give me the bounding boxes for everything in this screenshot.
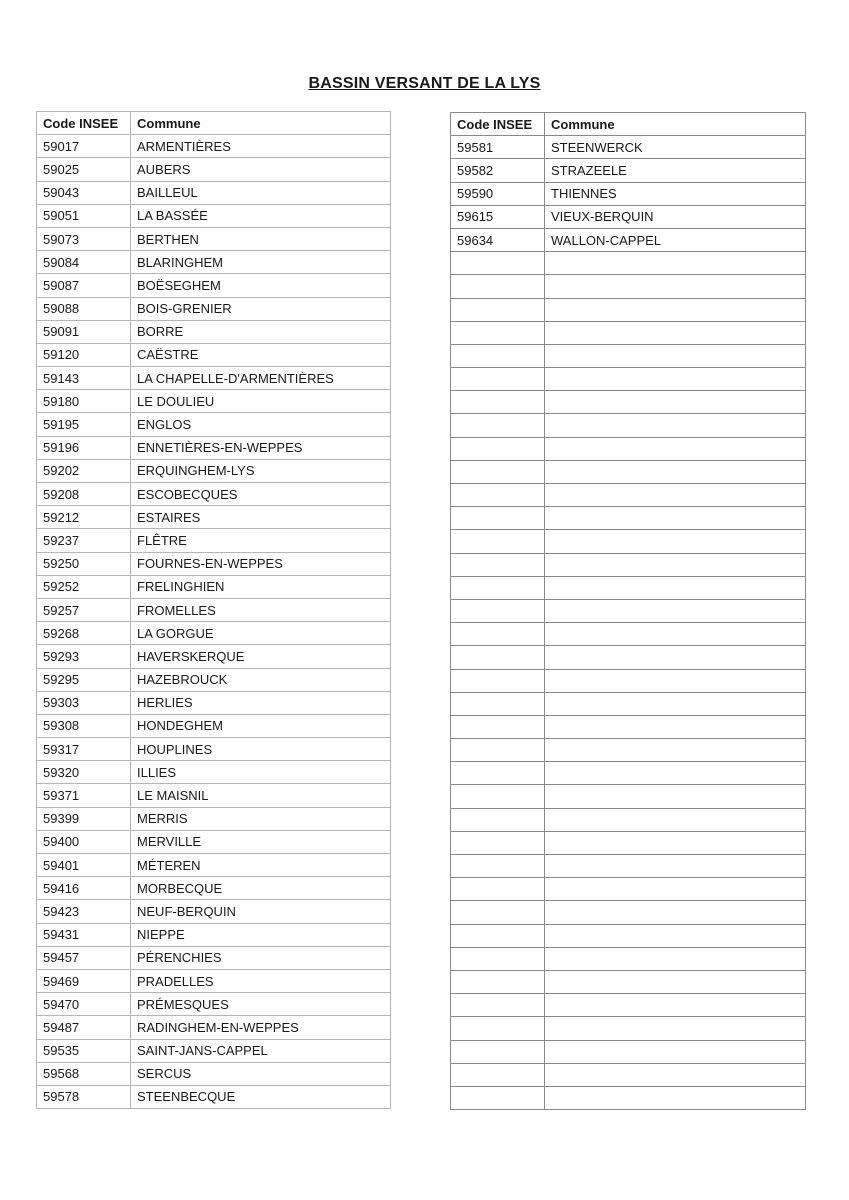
table-row bbox=[37, 1085, 391, 1108]
code-insee-cell: 59073 bbox=[37, 227, 131, 250]
commune-cell: FLÊTRE bbox=[131, 529, 391, 552]
table-row bbox=[37, 1016, 391, 1039]
commune-cell bbox=[545, 252, 806, 275]
table-row bbox=[37, 367, 391, 390]
commune-cell bbox=[545, 878, 806, 901]
table-row bbox=[37, 598, 391, 621]
code-insee-cell bbox=[451, 739, 545, 762]
table-row bbox=[451, 970, 806, 993]
table-row bbox=[451, 321, 806, 344]
code-insee-cell bbox=[451, 275, 545, 298]
commune-cell: SAINT-JANS-CAPPEL bbox=[131, 1039, 391, 1062]
commune-cell: PÉRENCHIES bbox=[131, 946, 391, 969]
commune-cell: FRELINGHIEN bbox=[131, 575, 391, 598]
code-insee-cell: 59400 bbox=[37, 830, 131, 853]
code-insee-cell: 59487 bbox=[37, 1016, 131, 1039]
table-row bbox=[451, 344, 806, 367]
commune-cell bbox=[545, 391, 806, 414]
commune-cell bbox=[545, 507, 806, 530]
table-row bbox=[451, 553, 806, 576]
code-insee-cell bbox=[451, 878, 545, 901]
table-row bbox=[451, 669, 806, 692]
commune-cell: STEENBECQUE bbox=[131, 1085, 391, 1108]
code-insee-cell: 59196 bbox=[37, 436, 131, 459]
commune-cell: HAZEBROUCK bbox=[131, 668, 391, 691]
table-row bbox=[37, 227, 391, 250]
commune-cell: ESTAIRES bbox=[131, 506, 391, 529]
code-insee-cell: 59084 bbox=[37, 251, 131, 274]
commune-cell bbox=[545, 437, 806, 460]
commune-cell: NIEPPE bbox=[131, 923, 391, 946]
commune-table-right bbox=[450, 112, 806, 1110]
commune-cell: HONDEGHEM bbox=[131, 714, 391, 737]
commune-cell bbox=[545, 692, 806, 715]
table-row bbox=[451, 298, 806, 321]
code-insee-cell bbox=[451, 368, 545, 391]
code-insee-cell bbox=[451, 669, 545, 692]
commune-cell: STRAZEELE bbox=[545, 159, 806, 182]
table-row bbox=[451, 576, 806, 599]
code-insee-cell: 59581 bbox=[451, 136, 545, 159]
commune-cell bbox=[545, 530, 806, 553]
table-row bbox=[37, 691, 391, 714]
table-row bbox=[37, 483, 391, 506]
commune-cell: ENGLOS bbox=[131, 413, 391, 436]
commune-cell bbox=[545, 368, 806, 391]
table-row bbox=[37, 459, 391, 482]
table-row bbox=[451, 855, 806, 878]
code-insee-cell bbox=[451, 762, 545, 785]
commune-cell bbox=[545, 1040, 806, 1063]
code-insee-cell: 59212 bbox=[37, 506, 131, 529]
commune-cell: BERTHEN bbox=[131, 227, 391, 250]
code-insee-cell: 59582 bbox=[451, 159, 545, 182]
code-insee-cell bbox=[451, 1040, 545, 1063]
commune-cell bbox=[545, 344, 806, 367]
commune-cell bbox=[545, 947, 806, 970]
code-insee-cell: 59091 bbox=[37, 320, 131, 343]
commune-cell bbox=[545, 970, 806, 993]
commune-cell: HAVERSKERQUE bbox=[131, 645, 391, 668]
table-row bbox=[37, 946, 391, 969]
code-insee-cell bbox=[451, 646, 545, 669]
commune-cell bbox=[545, 762, 806, 785]
column-header-code: Code INSEE bbox=[37, 112, 131, 135]
commune-cell bbox=[545, 855, 806, 878]
code-insee-cell bbox=[451, 785, 545, 808]
commune-cell bbox=[545, 298, 806, 321]
table-row bbox=[37, 830, 391, 853]
commune-cell: PRADELLES bbox=[131, 969, 391, 992]
commune-cell: BORRE bbox=[131, 320, 391, 343]
commune-cell: MERRIS bbox=[131, 807, 391, 830]
code-insee-cell: 59025 bbox=[37, 158, 131, 181]
code-insee-cell bbox=[451, 994, 545, 1017]
table-row bbox=[37, 506, 391, 529]
commune-cell: ENNETIÈRES-EN-WEPPES bbox=[131, 436, 391, 459]
code-insee-cell: 59399 bbox=[37, 807, 131, 830]
table-row bbox=[37, 251, 391, 274]
commune-cell: BOËSEGHEM bbox=[131, 274, 391, 297]
commune-cell bbox=[545, 576, 806, 599]
code-insee-cell bbox=[451, 901, 545, 924]
table-row bbox=[451, 623, 806, 646]
commune-cell: SERCUS bbox=[131, 1062, 391, 1085]
commune-cell: VIEUX-BERQUIN bbox=[545, 205, 806, 228]
code-insee-cell bbox=[451, 321, 545, 344]
code-insee-cell: 59423 bbox=[37, 900, 131, 923]
column-header-code: Code INSEE bbox=[451, 113, 545, 136]
table-row bbox=[37, 877, 391, 900]
code-insee-cell bbox=[451, 553, 545, 576]
code-insee-cell: 59469 bbox=[37, 969, 131, 992]
code-insee-cell: 59250 bbox=[37, 552, 131, 575]
code-insee-cell bbox=[451, 1017, 545, 1040]
table-row bbox=[37, 274, 391, 297]
commune-cell: LE MAISNIL bbox=[131, 784, 391, 807]
table-header-row bbox=[451, 113, 806, 136]
code-insee-cell: 59615 bbox=[451, 205, 545, 228]
table-body-right bbox=[451, 136, 806, 1110]
table-row bbox=[37, 645, 391, 668]
code-insee-cell bbox=[451, 460, 545, 483]
code-insee-cell: 59320 bbox=[37, 761, 131, 784]
page-title: BASSIN VERSANT DE LA LYS bbox=[308, 75, 541, 92]
commune-cell bbox=[545, 901, 806, 924]
code-insee-cell bbox=[451, 623, 545, 646]
commune-cell: MERVILLE bbox=[131, 830, 391, 853]
table-row bbox=[451, 646, 806, 669]
table-row bbox=[451, 1040, 806, 1063]
code-insee-cell bbox=[451, 855, 545, 878]
commune-cell: LA BASSÉE bbox=[131, 204, 391, 227]
commune-cell: ERQUINGHEM-LYS bbox=[131, 459, 391, 482]
commune-cell: ILLIES bbox=[131, 761, 391, 784]
table-row bbox=[451, 878, 806, 901]
table-row bbox=[37, 784, 391, 807]
table-row bbox=[37, 854, 391, 877]
table-row bbox=[451, 831, 806, 854]
commune-cell bbox=[545, 785, 806, 808]
table-row bbox=[37, 923, 391, 946]
commune-cell bbox=[545, 599, 806, 622]
code-insee-cell: 59317 bbox=[37, 738, 131, 761]
code-insee-cell: 59535 bbox=[37, 1039, 131, 1062]
table-row bbox=[451, 228, 806, 251]
table-row bbox=[451, 460, 806, 483]
commune-cell bbox=[545, 1086, 806, 1109]
commune-cell bbox=[545, 715, 806, 738]
table-row bbox=[451, 692, 806, 715]
table-row bbox=[37, 320, 391, 343]
table-row bbox=[37, 204, 391, 227]
table-row bbox=[451, 252, 806, 275]
commune-cell bbox=[545, 808, 806, 831]
table-row bbox=[37, 900, 391, 923]
commune-cell: NEUF-BERQUIN bbox=[131, 900, 391, 923]
table-row bbox=[451, 205, 806, 228]
table-row bbox=[451, 182, 806, 205]
table-row bbox=[37, 993, 391, 1016]
commune-cell: LA CHAPELLE-D'ARMENTIÈRES bbox=[131, 367, 391, 390]
table-row bbox=[37, 622, 391, 645]
commune-cell bbox=[545, 924, 806, 947]
table-row bbox=[451, 484, 806, 507]
code-insee-cell: 59017 bbox=[37, 135, 131, 158]
table-row bbox=[37, 413, 391, 436]
table-row bbox=[451, 808, 806, 831]
table-row bbox=[451, 994, 806, 1017]
commune-cell: BLARINGHEM bbox=[131, 251, 391, 274]
table-row bbox=[451, 1017, 806, 1040]
table-row bbox=[37, 390, 391, 413]
table-row bbox=[37, 761, 391, 784]
commune-cell: PRÉMESQUES bbox=[131, 993, 391, 1016]
table-row bbox=[37, 668, 391, 691]
code-insee-cell: 59568 bbox=[37, 1062, 131, 1085]
code-insee-cell: 59087 bbox=[37, 274, 131, 297]
commune-cell: ESCOBECQUES bbox=[131, 483, 391, 506]
code-insee-cell: 59202 bbox=[37, 459, 131, 482]
code-insee-cell: 59043 bbox=[37, 181, 131, 204]
code-insee-cell bbox=[451, 344, 545, 367]
code-insee-cell: 59143 bbox=[37, 367, 131, 390]
table-row bbox=[451, 762, 806, 785]
table-row bbox=[37, 1062, 391, 1085]
table-row bbox=[37, 181, 391, 204]
code-insee-cell: 59088 bbox=[37, 297, 131, 320]
commune-cell bbox=[545, 994, 806, 1017]
table-row bbox=[37, 343, 391, 366]
table-row bbox=[37, 552, 391, 575]
commune-cell: MÉTEREN bbox=[131, 854, 391, 877]
table-row bbox=[451, 391, 806, 414]
commune-cell: LA GORGUE bbox=[131, 622, 391, 645]
table-row bbox=[37, 529, 391, 552]
commune-cell bbox=[545, 831, 806, 854]
table-row bbox=[37, 575, 391, 598]
commune-cell bbox=[545, 414, 806, 437]
code-insee-cell: 59237 bbox=[37, 529, 131, 552]
code-insee-cell bbox=[451, 692, 545, 715]
table-row bbox=[451, 947, 806, 970]
code-insee-cell: 59051 bbox=[37, 204, 131, 227]
commune-cell: BOIS-GRENIER bbox=[131, 297, 391, 320]
commune-cell bbox=[545, 553, 806, 576]
table-body-left bbox=[37, 135, 391, 1109]
code-insee-cell: 59268 bbox=[37, 622, 131, 645]
column-header-commune: Commune bbox=[545, 113, 806, 136]
commune-table-left bbox=[36, 111, 391, 1109]
commune-cell bbox=[545, 484, 806, 507]
commune-cell: ARMENTIÈRES bbox=[131, 135, 391, 158]
code-insee-cell: 59195 bbox=[37, 413, 131, 436]
table-row bbox=[37, 714, 391, 737]
table-row bbox=[451, 1063, 806, 1086]
code-insee-cell: 59431 bbox=[37, 923, 131, 946]
table-row bbox=[451, 599, 806, 622]
table-row bbox=[37, 969, 391, 992]
commune-cell: HERLIES bbox=[131, 691, 391, 714]
table-row bbox=[451, 136, 806, 159]
code-insee-cell bbox=[451, 298, 545, 321]
code-insee-cell: 59308 bbox=[37, 714, 131, 737]
commune-cell: HOUPLINES bbox=[131, 738, 391, 761]
table-row bbox=[451, 507, 806, 530]
table-row bbox=[451, 924, 806, 947]
code-insee-cell bbox=[451, 437, 545, 460]
commune-cell bbox=[545, 623, 806, 646]
commune-cell: BAILLEUL bbox=[131, 181, 391, 204]
table-row bbox=[451, 715, 806, 738]
commune-cell: THIENNES bbox=[545, 182, 806, 205]
code-insee-cell bbox=[451, 970, 545, 993]
code-insee-cell bbox=[451, 715, 545, 738]
code-insee-cell: 59252 bbox=[37, 575, 131, 598]
code-insee-cell bbox=[451, 414, 545, 437]
table-row bbox=[37, 436, 391, 459]
table-row bbox=[37, 135, 391, 158]
code-insee-cell: 59401 bbox=[37, 854, 131, 877]
table-row bbox=[451, 159, 806, 182]
table-row bbox=[37, 738, 391, 761]
code-insee-cell: 59578 bbox=[37, 1085, 131, 1108]
table-row bbox=[451, 901, 806, 924]
commune-cell bbox=[545, 275, 806, 298]
table-row bbox=[451, 414, 806, 437]
code-insee-cell: 59371 bbox=[37, 784, 131, 807]
table-row bbox=[37, 158, 391, 181]
commune-cell: RADINGHEM-EN-WEPPES bbox=[131, 1016, 391, 1039]
table-row bbox=[451, 739, 806, 762]
commune-cell bbox=[545, 321, 806, 344]
table-row bbox=[451, 368, 806, 391]
commune-cell bbox=[545, 1017, 806, 1040]
code-insee-cell: 59293 bbox=[37, 645, 131, 668]
commune-cell: MORBECQUE bbox=[131, 877, 391, 900]
code-insee-cell bbox=[451, 484, 545, 507]
code-insee-cell bbox=[451, 1063, 545, 1086]
table-row bbox=[37, 807, 391, 830]
code-insee-cell bbox=[451, 576, 545, 599]
code-insee-cell: 59180 bbox=[37, 390, 131, 413]
code-insee-cell: 59470 bbox=[37, 993, 131, 1016]
code-insee-cell bbox=[451, 530, 545, 553]
code-insee-cell bbox=[451, 924, 545, 947]
code-insee-cell bbox=[451, 391, 545, 414]
code-insee-cell: 59257 bbox=[37, 598, 131, 621]
code-insee-cell: 59590 bbox=[451, 182, 545, 205]
code-insee-cell: 59295 bbox=[37, 668, 131, 691]
code-insee-cell: 59208 bbox=[37, 483, 131, 506]
table-row bbox=[451, 275, 806, 298]
table-row bbox=[451, 785, 806, 808]
commune-cell bbox=[545, 646, 806, 669]
code-insee-cell: 59416 bbox=[37, 877, 131, 900]
commune-cell: LE DOULIEU bbox=[131, 390, 391, 413]
code-insee-cell bbox=[451, 507, 545, 530]
code-insee-cell: 59303 bbox=[37, 691, 131, 714]
table-row bbox=[451, 437, 806, 460]
code-insee-cell: 59457 bbox=[37, 946, 131, 969]
code-insee-cell bbox=[451, 808, 545, 831]
commune-cell: FROMELLES bbox=[131, 598, 391, 621]
commune-cell: AUBERS bbox=[131, 158, 391, 181]
table-row bbox=[451, 1086, 806, 1109]
code-insee-cell bbox=[451, 1086, 545, 1109]
code-insee-cell bbox=[451, 599, 545, 622]
commune-cell: FOURNES-EN-WEPPES bbox=[131, 552, 391, 575]
commune-cell bbox=[545, 460, 806, 483]
table-row bbox=[451, 530, 806, 553]
code-insee-cell: 59634 bbox=[451, 228, 545, 251]
commune-cell: STEENWERCK bbox=[545, 136, 806, 159]
commune-cell: WALLON-CAPPEL bbox=[545, 228, 806, 251]
column-header-commune: Commune bbox=[131, 112, 391, 135]
commune-cell bbox=[545, 1063, 806, 1086]
code-insee-cell bbox=[451, 947, 545, 970]
table-header-row bbox=[37, 112, 391, 135]
table-row bbox=[37, 297, 391, 320]
commune-cell bbox=[545, 739, 806, 762]
code-insee-cell: 59120 bbox=[37, 343, 131, 366]
commune-cell bbox=[545, 669, 806, 692]
commune-cell: CAËSTRE bbox=[131, 343, 391, 366]
table-row bbox=[37, 1039, 391, 1062]
code-insee-cell bbox=[451, 252, 545, 275]
code-insee-cell bbox=[451, 831, 545, 854]
